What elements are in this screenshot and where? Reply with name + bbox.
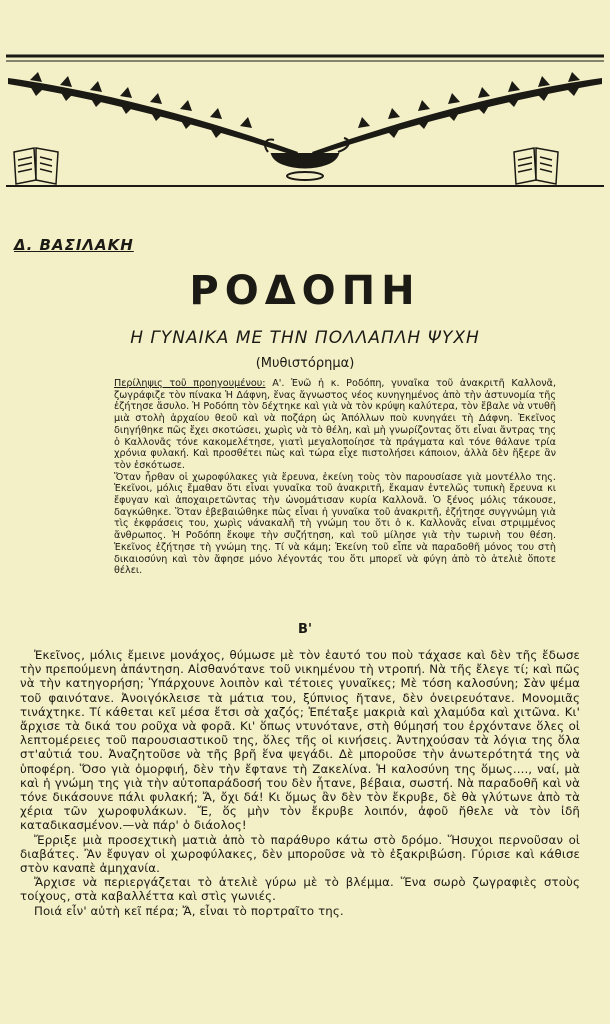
author-name: Δ. ΒΑΣΙΛΑΚΗ bbox=[14, 236, 134, 254]
body-paragraph-3: Ἄρχισε νὰ περιεργάζεται τὸ ἀτελιὲ γύρω μὲ τὸ βλέμμα. Ἕνα σωρὸ ζωγραφιὲς στοὺς τοίχους, στὰ καβαλλέττα καὶ στὶς γωνιές. bbox=[20, 875, 580, 904]
right-palm-branch-icon bbox=[312, 72, 602, 156]
summary-paragraph bbox=[114, 378, 556, 472]
right-open-book-icon bbox=[514, 148, 558, 184]
left-palm-branch-icon bbox=[8, 72, 298, 156]
body-paragraph-4: Ποιά εἶν' αὐτὴ κεῖ πέρα; Ἄ, εἶναι τὸ πορτραῖτο της. bbox=[34, 903, 344, 918]
summary-text-1: Α'. Ἐνῶ ἡ κ. Ροδόπη, γυναῖκα τοῦ ἀνακριτῆ Καλλονᾶ, ζωγράφιζε τὸν πίνακα Ἡ Δάφνη, ἕνας ἄγνωστος νέος κυνηγημένος ἀπὸ τὴν ἀστυνομία τῆς ἐζήτησε ἄσυλο. Ἡ Ροδόπη τὸν δέχτηκε καὶ γιὰ νὰ τὸν κρύψη καλύτερα, τὸν ἔβαλε νὰ ντυθῆ μιὰ στολὴ ἀρχαίου θεοῦ καὶ νὰ ποζάρη ὡς Ἀπόλλων ποὺ κυνηγάει τὴ Δάφνη. Ἐκεῖνος διηγήθηκε πῶς ἔχει σκοτώσει, χωρὶς νὰ τὸ θέλη, καὶ μὴ γνωρίζοντας ὅτι εἶναι ἄντρας της ὁ Καλλονᾶς τόνε κακομελέτησε, γιατὶ μεγαλοποίησε τὰ πράγματα καὶ τόνε θάλανε τρία χρόνια φυλακή. Καὶ προσθέτει πὼς καὶ τώρα εἶχε πιστολήσει κάποιον, ἀλλὰ δὲν ἤξερε ἂν τὸν ἐσκότωσε. bbox=[114, 378, 556, 471]
page-title: ΡΟΔΟΠΗ bbox=[189, 268, 421, 314]
subtitle: Η ΓΥΝΑΙΚΑ ΜΕ ΤΗΝ ΠΟΛΛΑΠΛΗ ΨΥΧΗ bbox=[130, 328, 480, 348]
genre-label: (Μυθιστόρημα) bbox=[255, 356, 355, 371]
ornament-rule bbox=[6, 56, 604, 61]
body-paragraph-1: Ἐκεῖνος, μόλις ἔμεινε μονάχος, θύμωσε μὲ τὸν ἑαυτό του ποὺ τάχασε καὶ δὲν τῆς ἔδωσε τὴν πρεπούμενη ἀπάντηση. Αἰσθανότανε τοῦ νικημένου τὴ ντροπή. Νὰ τῆς ἔλεγε τί; καὶ πῶς νὰ τὴν κατηγορήση; Ὑπάρχουνε λοιπὸν καὶ τέτοιες γυναῖκες; Μὲ τόση καλοσύνη; Σὰν ψέμα τοῦ φαινότανε. Ἀνοιγόκλεισε τὰ μάτια του, ξύπνιος ἤτανε, δὲν ὀνειρευότανε. Μονομιᾶς τινάχτηκε. Τί κάθεται κεῖ μέσα ἔτσι σὰ χαζός; Ἐπέταξε μακριὰ καὶ χλαμύδα καὶ χιτῶνα. Κι' ἄρχισε τὰ δικά του ροῦχα νὰ φορᾶ. Κι' ὅπως ντυνότανε, στὴ θύμησή του ἐρχόντανε ὅλες οἱ λεπτομέρειες τοῦ παρουσιαστικοῦ της, ὅλες τῆς οἱ κινήσεις. Ἀντηχούσαν τὰ λόγια της ὅλα στ'αὐτιά του. Ἀναζητοῦσε νὰ τῆς βρῆ ἕνα ψεγάδι. Δὲ μποροῦσε τὴν ἀνωτερότητά της νὰ ὑποφέρη. Ὅσο γιὰ ὀμορφιή, δὲν τὴν ἔφτανε τὴ Ζακελίνα. Ἡ καλοσύνη της ὅμως...., ναί, μὰ καὶ ἡ γνώμη της γιὰ τὴν αὐτοπαράδοσή του δὲν ἦτανε, βέβαια, σωστή. Νὰ παραδοθῆ καὶ νὰ τόνε δικάσουνε πάλι φυλακή; Ἄ, ὄχι δά! Κι ὅμως ἂν δὲν τὸν ἔκρυβε, δὲ θὰ γλύτωνε ἀπὸ τὰ χέρια τῶν χωροφυλάκων. Ἔ, ὅς μὴν τὸν ἔκρυβε λοιπόν, ἀφοῦ ἤθελε νὰ τὸν ἰδῆ καταδικασμένον.—νὰ πάρ' ὁ διάολος! bbox=[20, 648, 580, 833]
body-paragraph-2: Ἔρριξε μιὰ προσεχτικὴ ματιὰ ἀπὸ τὸ παράθυρο κάτω στὸ δρόμο. Ἥσυχοι περνοῦσαν οἱ διαβάτες. Ἂν ἔφυγαν οἱ χωροφύλακες, δὲν μποροῦσε νὰ τὸ ἐξακριβώση. Γύρισε καὶ κάθισε στὸν καναπὲ ἀμηχανία. bbox=[20, 832, 580, 876]
summary-label: Περίληψις τοῦ προηγουμένου: bbox=[114, 378, 266, 389]
previous-summary bbox=[114, 378, 556, 577]
summary-paragraph bbox=[114, 472, 556, 577]
left-open-book-icon bbox=[14, 148, 58, 184]
story-body bbox=[20, 648, 580, 918]
summary-text-2: Ὅταν ἦρθαν οἱ χωροφύλακες γιὰ ἔρευνα, ἐκείνη τοὺς τὸν παρουσίασε γιὰ μοντέλλο της. Ἐκεῖνοι, μόλις ἔμαθαν ὅτι εἶναι γυναῖκα τοῦ ἀνακριτῆ, ἔκαμαν ἐντελῶς τυπικὴ ἔρευνα κι ἔφυγαν καὶ ἀποχαιρετῶντας τὴν ὠνομάτισαν κυρία Καλλονᾶ. Ὁ ξένος μόλις τάκουσε, δαγκώθηκε. Ὅταν ἐβεβαιώθηκε πὼς εἶναι ἡ γυναῖκα τοῦ ἀνακριτῆ, ἐζήτησε συγγνώμη γιὰ τὶς ἐκφράσεις του, χωρὶς νάνακαλῆ τὴ γνώμη του ὅτι ὁ κ. Καλλονᾶς εἶναι στριμμένος ἄνθρωπος. Ἡ Ροδόπη ἔκοψε τὴν συζήτηση, καὶ τοῦ μίλησε γιὰ τὴν τωρινὴ του θέση. Ἐκεῖνος ἐζήτησε τὴ γνώμη της. Τί νὰ κάμη; Ἐκείνη τοῦ εἶπε νὰ παραδοθῆ μόνος του στὴ δικαιοσύνη καὶ τὸν ἄφησε μόνο λέγοντάς του ὅτι μπορεῖ νὰ φύγη ἀπὸ τὸ ἀτελιὲ ὅποτε θέλει. bbox=[114, 471, 556, 577]
chapter-number: Β' bbox=[298, 622, 312, 637]
decorative-headpiece bbox=[0, 40, 610, 200]
